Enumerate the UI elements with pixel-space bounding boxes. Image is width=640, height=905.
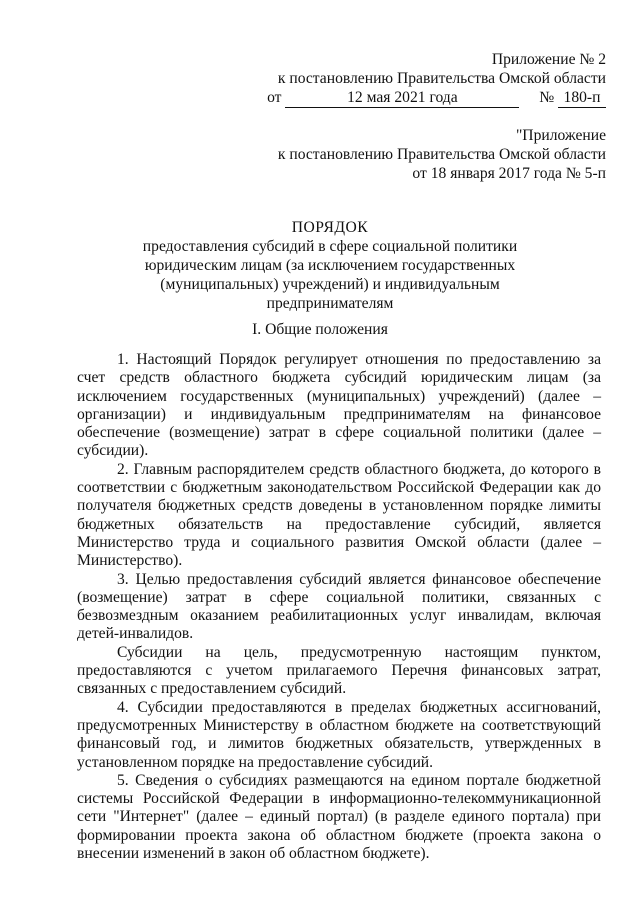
paragraph-1: 1. Настоящий Порядок регулирует отношения по предоставлению за счет средств областного бюджета субсидий юридическим лицам (за исключением государственных (муниципальных) учреждений) (далее – организации) и индивидуальным предпринимателям на финансовое обеспечение (возмещение) затрат в сфере социальной политики (далее – субсидии).: [77, 351, 601, 460]
original-resolution-ref: к постановлению Правительства Омской области: [277, 146, 606, 163]
paragraph-5: 5. Сведения о субсидиях размещаются на едином портале бюджетной системы Российской Федерации в информационно-телекоммуникационной сети "Интернет" (далее – единый портал) (в разделе единого портала) при формировании проекта закона об областном бюджете (проекта закона о внесении изменений в закон об областном бюджете).: [77, 771, 601, 863]
appendix-number: Приложение № 2: [491, 51, 606, 68]
original-appendix-label: "Приложение: [515, 127, 606, 144]
original-resolution-date: от 18 января 2017 года № 5-п: [412, 165, 606, 182]
title-line-1: предоставления субсидий в сфере социальной политики: [142, 238, 518, 255]
resolution-number: 180-п: [558, 88, 606, 108]
appendix-resolution-ref: к постановлению Правительства Омской области: [277, 70, 606, 87]
section-heading: I. Общие положения: [252, 321, 388, 338]
from-label: от: [267, 89, 282, 106]
paragraph-2: 2. Главным распорядителем средств областного бюджета, до которого в соответствии с бюджетным законодательством Российской Федерации как до получателя бюджетных средств доведены в установленном порядке лимиты бюджетных обязательств на предоставление субсидий, является Министерство труда и социального развития Омской области (далее – Министерство).: [77, 460, 601, 570]
title-line-3: (муниципальных) учреждений) и индивидуальным: [160, 276, 500, 293]
title-line-4: предпринимателям: [266, 295, 394, 312]
document-title: [100, 218, 560, 313]
number-label: №: [539, 89, 555, 106]
appendix-header: [267, 50, 606, 108]
original-appendix-header: [278, 126, 606, 183]
title-word: ПОРЯДОК: [291, 219, 369, 236]
document-body: [77, 351, 601, 863]
paragraph-3: 3. Целью предоставления субсидий является финансовое обеспечение (возмещение) затрат в сфере социальной политики, связанных с безвозмездным оказанием реабилитационных услуг инвалидам, включая детей-инвалидов.: [77, 570, 601, 643]
paragraph-3-note: Субсидии на цель, предусмотренную настоящим пунктом, предоставляются с учетом прилагаемого Перечня финансовых затрат, связанных с предоставлением субсидий.: [77, 643, 601, 698]
resolution-date: 12 мая 2021 года: [285, 88, 519, 108]
paragraph-4: 4. Субсидии предоставляются в пределах бюджетных ассигнований, предусмотренных Министерству в областном бюджете на соответствующий финансовый год, и лимитов бюджетных обязательств, утвержденных в установленном порядке на предоставление субсидий.: [77, 698, 601, 771]
title-line-2: юридическим лицам (за исключением государственных: [144, 257, 516, 274]
resolution-date-line: [267, 88, 606, 108]
